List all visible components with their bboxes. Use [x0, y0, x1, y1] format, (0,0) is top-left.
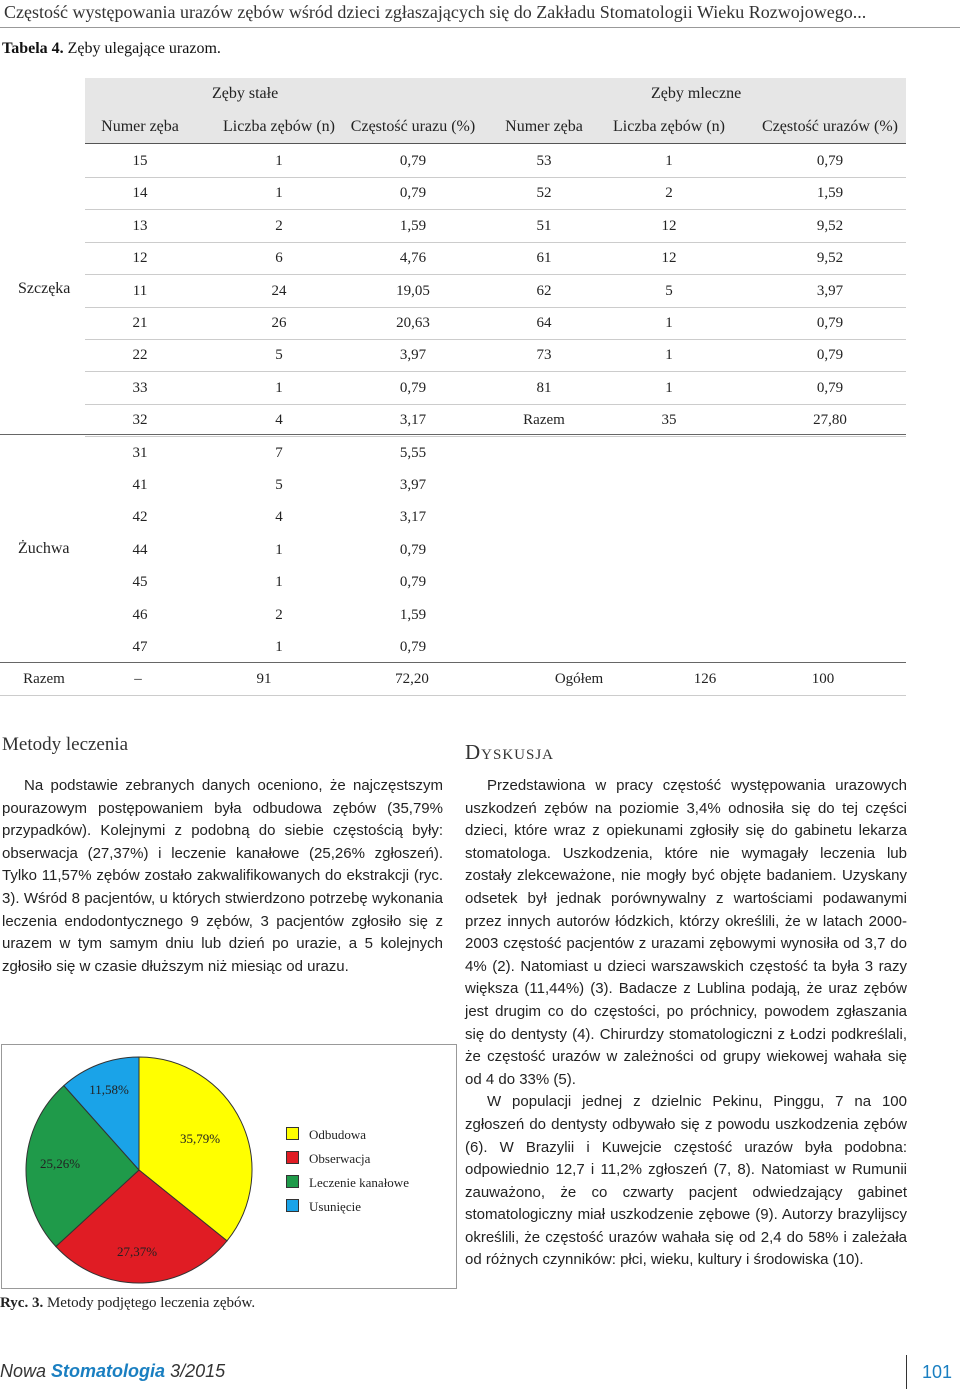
legend-label: Leczenie kanałowe — [309, 1175, 409, 1190]
legend-item — [309, 1199, 361, 1215]
legend-swatch — [286, 1127, 299, 1140]
table-row — [85, 243, 906, 275]
total-cell: – — [134, 671, 142, 687]
figure-caption — [0, 1295, 255, 1312]
table-row — [85, 502, 906, 534]
table-cell: 62 — [536, 282, 552, 299]
table-row — [85, 373, 906, 405]
table-cell: 53 — [536, 153, 552, 169]
table-cell: 5 — [275, 347, 283, 364]
table-cell: 14 — [132, 185, 148, 202]
legend-label: Obserwacja — [309, 1151, 371, 1166]
table-cell: 81 — [536, 379, 552, 396]
table-cell: 4 — [275, 412, 283, 429]
table-cell: 41 — [132, 477, 148, 493]
total-cell: 126 — [693, 671, 717, 687]
pie-chart — [2, 1045, 458, 1290]
total-cell: 91 — [256, 671, 272, 687]
table-row — [85, 276, 906, 308]
table-cell: 9,52 — [816, 217, 844, 234]
table-cell: 26 — [271, 315, 287, 331]
section-label-zuchwa: Żuchwa — [18, 540, 70, 557]
running-header: Częstość występowania urazów zębów wśród dzieci zgłaszających się do Zakładu Stomatologii Wieku Rozwojowego... — [0, 0, 960, 28]
table-caption-text: Zęby ulegające urazom. — [67, 40, 221, 57]
table-row — [85, 146, 906, 178]
table-row — [85, 470, 906, 502]
table-row — [85, 567, 906, 599]
table-cell: 11 — [132, 282, 148, 299]
table-cell: 19,05 — [396, 282, 430, 299]
table-row — [85, 600, 906, 632]
table-row — [85, 535, 906, 567]
table-row — [85, 405, 906, 437]
table-cell: 1,59 — [399, 606, 427, 623]
table-cell: 51 — [536, 217, 552, 234]
table-cell: 44 — [132, 541, 148, 558]
table-cell: Razem — [523, 412, 565, 429]
table-cell: 31 — [132, 444, 148, 461]
discussion-text-2: W populacji jednej z dzielnic Pekinu, Pinggu, 7 na 100 zgłoszeń do dentysty odbywało się z powodu uszkodzenia zębów (6). W Brazylii i Kuwejcie częstość urazów była podobna: odpowiednio 12,7 i 11,2% zgłoszeń (7, 8). Natomiast w Rumunii zauważono, że co czwarty pacjent odwiedzający gabinet stomatologiczny miał uszkodzenie zębowe (9). Autorzy brazylijscy określili, że częstość urazów wahała się od 2,4 do 58% i zależała od różnych czynników: płci, wieku, kultury i środowiska (10). — [465, 1093, 907, 1269]
table-cell: 9,52 — [816, 250, 844, 267]
group-header-primary: Zęby mleczne — [651, 85, 742, 102]
figure-box — [1, 1044, 457, 1289]
table-cell: 3,97 — [399, 477, 427, 493]
table-cell: 1 — [665, 379, 673, 396]
legend-label: Usunięcie — [309, 1199, 361, 1214]
methods-title: Metody leczenia — [2, 734, 129, 755]
section-label-szczeka: Szczęka — [18, 280, 71, 297]
legend-label: Odbudowa — [309, 1127, 367, 1142]
table-column-header-row — [85, 112, 906, 144]
table-cell: 4,76 — [399, 250, 427, 267]
table-caption-label: Tabela 4. — [2, 40, 64, 57]
table-cell: 5 — [665, 282, 673, 299]
table-cell: 42 — [132, 509, 148, 526]
table-group-header-row — [85, 78, 906, 112]
table-cell: 20,63 — [396, 315, 430, 331]
table-cell: 32 — [132, 412, 148, 429]
legend-swatch — [286, 1175, 299, 1188]
legend-swatch — [286, 1151, 299, 1164]
total-cell: Ogółem — [554, 671, 604, 687]
column-header: Częstość urazów (%) — [762, 118, 898, 135]
table-row — [85, 211, 906, 243]
journal-name-a: Nowa — [0, 1361, 47, 1381]
total-cell: 72,20 — [395, 671, 429, 687]
table-cell: 64 — [536, 315, 552, 331]
table-cell: 61 — [536, 250, 552, 267]
table-cell: 7 — [275, 444, 283, 461]
figure-caption-text: Metody podjętego leczenia zębów. — [46, 1295, 256, 1311]
total-cell: 100 — [811, 671, 835, 687]
journal-name-b: Stomatologia — [51, 1361, 166, 1381]
table-cell: 5 — [275, 477, 283, 493]
table-cell: 1 — [275, 639, 283, 655]
table-cell: 3,97 — [399, 347, 427, 364]
table-row — [85, 438, 906, 470]
table-cell: 0,79 — [399, 574, 427, 591]
table-cell: 4 — [275, 509, 283, 526]
table-cell: 22 — [132, 347, 148, 364]
table-cell: 0,79 — [399, 379, 427, 396]
table-cell: 0,79 — [399, 639, 427, 655]
table-cell: 1 — [275, 574, 283, 591]
table-cell: 0,79 — [816, 315, 844, 331]
table-cell: 21 — [132, 315, 148, 331]
table-cell: 35 — [661, 412, 677, 429]
group-header-permanent: Zęby stałe — [212, 85, 279, 102]
table-cell: 24 — [271, 282, 287, 299]
table-cell: 0,79 — [399, 153, 427, 169]
journal-name — [0, 1361, 225, 1382]
table-cell: 0,79 — [816, 153, 844, 169]
table-row — [85, 178, 906, 210]
table-cell: 13 — [132, 217, 148, 234]
legend-item — [309, 1151, 370, 1167]
table-cell: 12 — [661, 250, 677, 267]
table-cell: 1 — [275, 541, 283, 558]
table-row — [85, 340, 906, 372]
table-cell: 3,17 — [399, 509, 427, 526]
table-cell: 1 — [275, 379, 283, 396]
table-caption — [2, 40, 221, 58]
journal-issue: 3/2015 — [170, 1361, 226, 1381]
column-header: Liczba zębów (n) — [613, 118, 725, 135]
table-cell: 1,59 — [816, 185, 844, 202]
pie-label: 27,37% — [116, 1244, 158, 1259]
page-number: 101 — [922, 1362, 953, 1382]
pie-label: 25,26% — [39, 1156, 81, 1171]
column-header: Częstość urazu (%) — [350, 118, 476, 135]
discussion-paragraphs — [465, 775, 907, 1272]
column-header: Numer zęba — [505, 118, 583, 135]
column-header: Numer zęba — [101, 118, 179, 135]
table-cell: 0,79 — [399, 541, 427, 558]
table-cell: 2 — [275, 606, 283, 623]
table-cell: 15 — [132, 153, 148, 169]
table-cell: 46 — [132, 606, 148, 623]
table-row — [85, 308, 906, 340]
legend-swatch — [286, 1199, 299, 1212]
legend-item — [309, 1127, 366, 1143]
figure-caption-label: Ryc. 3. — [0, 1295, 44, 1311]
table-cell: 0,79 — [816, 379, 844, 396]
table-cell: 52 — [536, 185, 552, 202]
table-row — [85, 632, 906, 664]
pie-label: 35,79% — [179, 1131, 221, 1146]
column-header: Liczba zębów (n) — [223, 118, 335, 135]
table-cell: 45 — [132, 574, 148, 591]
table-cell: 27,80 — [813, 412, 847, 429]
table-cell: 1 — [665, 153, 673, 169]
table-total-row — [0, 664, 906, 696]
table-cell: 2 — [275, 217, 283, 234]
footer-divider — [906, 1355, 907, 1389]
table-cell: 1 — [665, 315, 673, 331]
table-cell: 12 — [132, 250, 148, 267]
discussion-title: Dyskusja — [465, 740, 555, 764]
table-cell: 3,97 — [816, 282, 844, 299]
table-cell: 6 — [275, 250, 283, 267]
table-cell: 1,59 — [399, 217, 427, 234]
table-cell: 12 — [661, 217, 677, 234]
table-cell: 1 — [665, 347, 673, 364]
table-cell: 1 — [275, 185, 283, 202]
pie-label: 11,58% — [89, 1082, 129, 1097]
legend-item — [309, 1175, 409, 1191]
discussion-text-1: Przedstawiona w pracy częstość występowania urazowych uszkodzeń zębów na poziomie 3,4% odnosiła się do tej części dzieci, które wraz z opiekunami zgłosiły się do gabinetu lekarza stomatologa. Uszkodzenia, które nie wymagały leczenia lub zostały zlekceważone, nie mogły być objęte badaniem. Uzyskany odsetek był jednak porównywalny z wartościami podawanymi przez innych autorów łódzkich, którzy określili, że w latach 2000-2003 częstość pacjentów z urazami zębowymi wynosiła od 3,7 do 4% (2). Natomiast u dzieci warszawskich częstość ta była 3 razy większa (11,44%) (3). Badacze z Lublina podają, że uraz zębów jest drugim co do częstości, po próchnicy, powodem zgłaszania się do dentysty (4). Chirurdzy stomatologiczni z Łodzi podkreślali, że częstość urazów w zależności od grupy wiekowej wahała się od 4 do 33% (5). — [465, 777, 907, 1088]
methods-text: Na podstawie zebranych danych oceniono, że najczęstszym pourazowym postępowaniem była odbudowa zębów (35,79% przypadków). Kolejnymi z podobną do siebie częstością były: obserwacja (27,37%) i leczenie kanałowe (25,26% zgłoszeń). Tylko 11,57% zębów zostało zakwalifikowanych do ekstrakcji (ryc. 3). Wśród 8 pacjentów, u których stwierdzono potrzebę wykonania leczenia endodontycznego 9 zębów, 3 pacjentów zgłosiło się z urazem w tym samym dniu lub dzień po urazie, a 5 kolejnych zgłosiło się w czasie dłuższym niż miesiąc od urazu. — [2, 777, 443, 975]
table-cell: 3,17 — [399, 412, 427, 429]
total-cell: Razem — [23, 671, 65, 687]
table-cell: 0,79 — [399, 185, 427, 202]
table-cell: 47 — [132, 639, 148, 655]
table-cell: 1 — [275, 153, 283, 169]
table-cell: 5,55 — [399, 444, 427, 461]
table-cell: 2 — [665, 185, 673, 202]
table-cell: 0,79 — [816, 347, 844, 364]
table-cell: 33 — [132, 379, 148, 396]
table-cell: 73 — [536, 347, 552, 364]
methods-paragraph — [2, 775, 443, 978]
